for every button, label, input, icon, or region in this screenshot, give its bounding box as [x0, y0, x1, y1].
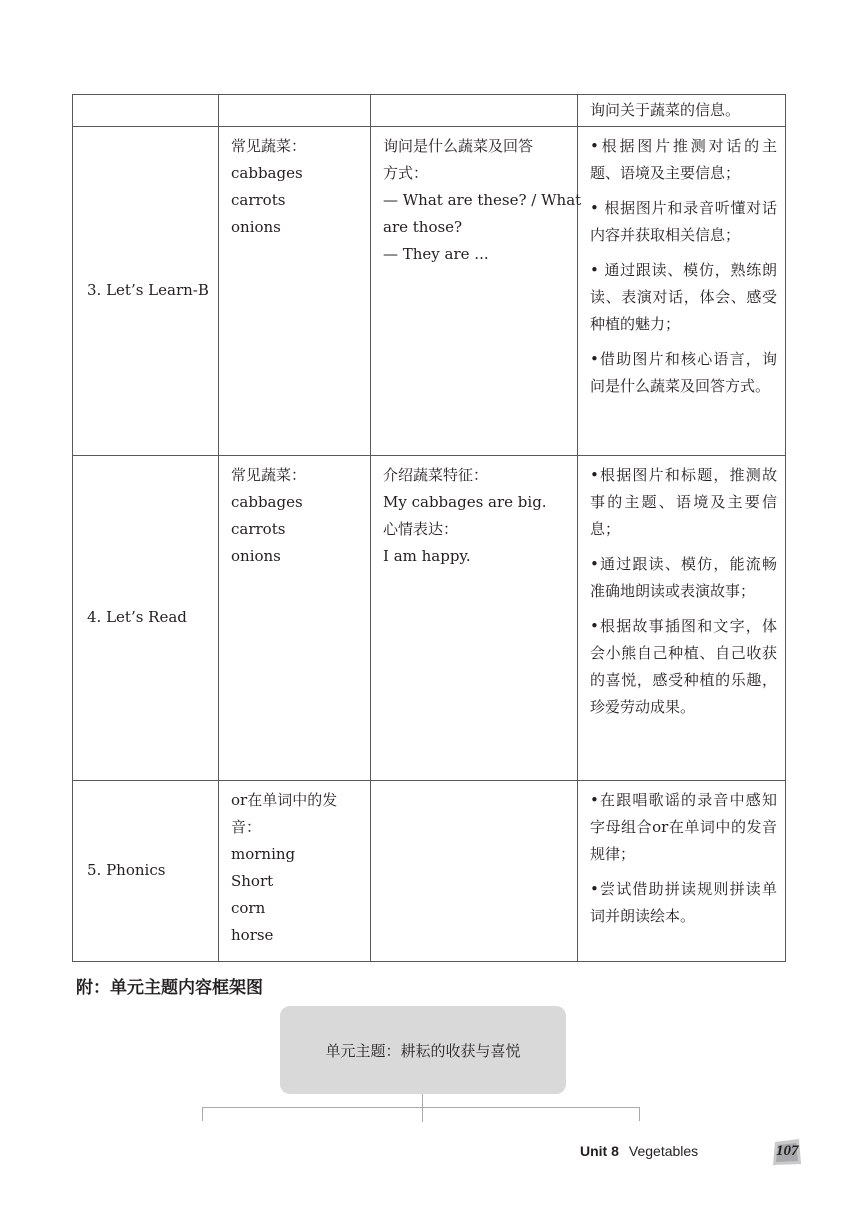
language-line: My cabbages are big.: [383, 493, 547, 511]
table-row: [73, 456, 786, 781]
objectives-cell: [578, 95, 786, 127]
table-row: [73, 781, 786, 962]
objective-item: •尝试借助拼读规则拼读单词并朗读绘本。: [590, 880, 777, 925]
objective-item: •根据图片推测对话的主题、语境及主要信息；: [590, 137, 777, 182]
vocab-word: Short: [231, 872, 274, 890]
language-line: — What are these? / What: [383, 191, 582, 209]
stage-cell: [73, 781, 219, 962]
vocab-cell: [219, 781, 371, 962]
vocab-cell: [219, 127, 371, 456]
vocab-word: carrots: [231, 520, 286, 538]
language-line: 介绍蔬菜特征：: [383, 466, 489, 484]
language-line: 方式：: [383, 164, 429, 182]
objective-item: 询问关于蔬菜的信息。: [590, 101, 741, 119]
footer-unit-number: Unit 8: [580, 1143, 619, 1159]
objective-item: •根据图片和标题，推测故事的主题、语境及主要信息；: [590, 466, 777, 538]
vocab-word: onions: [231, 218, 281, 236]
framework-connector-right: [639, 1107, 640, 1121]
stage-cell: [73, 456, 219, 781]
lesson-plan-table: [72, 94, 786, 962]
objectives-cell: [578, 781, 786, 962]
vocab-heading: or在单词中的发: [231, 791, 338, 809]
framework-connector-stem: [422, 1094, 423, 1122]
vocab-word: corn: [231, 899, 266, 917]
vocab-word: onions: [231, 547, 281, 565]
vocab-word: cabbages: [231, 164, 303, 182]
vocab-heading: 常见蔬菜：: [231, 137, 307, 155]
objective-item: • 通过跟读、模仿，熟练朗读、表演对话，体会、感受种植的魅力；: [590, 261, 777, 333]
vocab-heading: 音：: [231, 818, 262, 836]
language-line: — They are ...: [383, 245, 489, 263]
stage-label: 5. Phonics: [87, 860, 166, 879]
unit-theme-label: 单元主题：耕耘的收获与喜悦: [325, 1041, 521, 1060]
unit-theme-box: [280, 1006, 566, 1094]
vocab-cell: [219, 456, 371, 781]
framework-connector-left: [202, 1107, 203, 1121]
stage-label: 4. Let’s Read: [87, 607, 187, 626]
table-row: [73, 95, 786, 127]
objective-item: •在跟唱歌谣的录音中感知字母组合or在单词中的发音规律；: [590, 791, 777, 863]
language-cell: [371, 127, 582, 456]
language-line: are those?: [383, 218, 463, 236]
framework-connector-bar: [202, 1107, 640, 1108]
objective-item: •借助图片和核心语言，询问是什么蔬菜及回答方式。: [590, 350, 777, 395]
language-cell: [371, 781, 578, 962]
language-line: 心情表达：: [383, 520, 459, 538]
footer-unit-topic: Vegetables: [628, 1143, 699, 1159]
objective-item: •根据故事插图和文字，体会小熊自己种植、自己收获的喜悦，感受种植的乐趣，珍爱劳动成果。: [590, 617, 777, 716]
stage-cell: [73, 127, 219, 456]
page-number: 107: [776, 1143, 799, 1159]
vocab-word: carrots: [231, 191, 286, 209]
objective-item: • 根据图片和录音听懂对话内容并获取相关信息；: [590, 199, 777, 244]
language-line: I am happy.: [383, 547, 471, 565]
vocab-word: cabbages: [231, 493, 303, 511]
stage-label: 3. Let’s Learn-B: [87, 280, 209, 299]
language-line: 询问是什么蔬菜及回答: [383, 137, 534, 155]
vocab-word: horse: [231, 926, 274, 944]
appendix-title: 附：单元主题内容框架图: [76, 978, 263, 998]
objective-item: •通过跟读、模仿，能流畅准确地朗读或表演故事；: [590, 555, 777, 600]
language-cell: [371, 456, 578, 781]
footer-unit-title: [580, 1143, 698, 1159]
stage-cell: [73, 95, 219, 127]
objectives-cell: [578, 456, 786, 781]
vocab-word: morning: [231, 845, 296, 863]
objectives-cell: [578, 127, 786, 456]
vocab-cell: [219, 95, 371, 127]
vocab-heading: 常见蔬菜：: [231, 466, 307, 484]
table-row: [73, 127, 786, 456]
language-cell: [371, 95, 578, 127]
